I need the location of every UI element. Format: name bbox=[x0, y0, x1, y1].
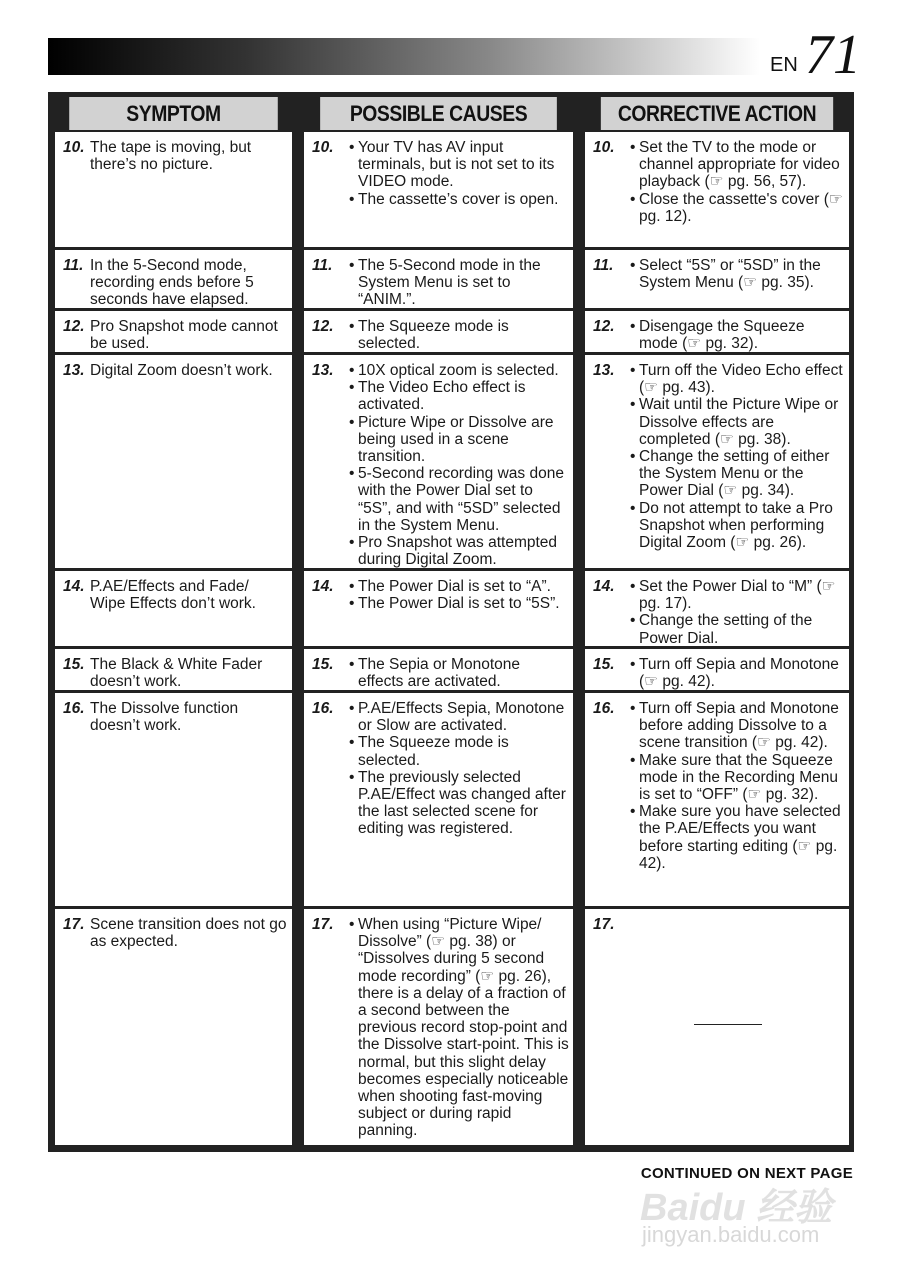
bullet-icon: • bbox=[349, 534, 355, 552]
cause-text: The Video Echo effect is activated. bbox=[358, 379, 526, 414]
cause-item bbox=[349, 191, 569, 208]
action-text: Select “5S” or “5SD” in the System Menu (☞ pg. 35). bbox=[639, 257, 821, 292]
symptom-cell bbox=[55, 355, 292, 568]
action-item bbox=[630, 396, 845, 448]
symptom-cell bbox=[55, 311, 292, 352]
symptom-text: In the 5-Second mode, recording ends before 5 seconds have elapsed. bbox=[90, 257, 254, 309]
cause-item bbox=[349, 465, 569, 534]
bullet-icon: • bbox=[630, 448, 636, 466]
blank-answer-line bbox=[694, 1024, 762, 1025]
row-number: 10. bbox=[593, 139, 615, 156]
action-item bbox=[630, 500, 845, 552]
action-item bbox=[630, 191, 845, 225]
cause-text: The Power Dial is set to “5S”. bbox=[358, 595, 560, 613]
action-cell bbox=[585, 355, 849, 568]
symptom-cell bbox=[55, 250, 292, 308]
cause-text: When using “Picture Wipe/ Dissolve” (☞ pg. 38) or “Dissolves during 5 second mode recording” (☞ pg. 26), there is a delay of a fraction of a second between the previous record stop-point and the Dissolve start-point. This is normal, but this slight delay becomes especially noticeable when shooting fast-moving subject or during rapid panning. bbox=[358, 916, 569, 1140]
bullet-icon: • bbox=[349, 139, 355, 156]
bullet-icon: • bbox=[630, 257, 636, 274]
row-number: 12. bbox=[593, 318, 615, 335]
cause-item bbox=[349, 700, 569, 734]
action-cell bbox=[585, 311, 849, 352]
cause-text: Picture Wipe or Dissolve are being used in a scene transition. bbox=[358, 413, 554, 466]
cause-text: Your TV has AV input terminals, but is not set to its VIDEO mode. bbox=[358, 139, 555, 191]
row-number: 11. bbox=[63, 257, 84, 274]
row-number: 17. bbox=[63, 916, 85, 933]
symptom-cell bbox=[55, 693, 292, 906]
row-number: 15. bbox=[63, 656, 85, 673]
cause-item bbox=[349, 769, 569, 838]
row-number: 15. bbox=[312, 656, 334, 673]
cause-text: The Squeeze mode is selected. bbox=[358, 318, 509, 353]
symptom-cell bbox=[55, 909, 292, 1145]
header-corrective-action: CORRECTIVE ACTION bbox=[601, 97, 833, 130]
cause-text: The Squeeze mode is selected. bbox=[358, 734, 509, 769]
header-possible-causes: POSSIBLE CAUSES bbox=[320, 97, 557, 130]
action-text: Make sure that the Squeeze mode in the Recording Menu is set to “OFF” (☞ pg. 32). bbox=[639, 751, 839, 804]
row-number: 10. bbox=[63, 139, 85, 156]
action-cell bbox=[585, 909, 849, 1145]
bullet-icon: • bbox=[349, 734, 355, 752]
cause-text: The 5-Second mode in the System Menu is set to “ANIM.”. bbox=[358, 257, 541, 309]
cause-text: Pro Snapshot was attempted during Digital Zoom. bbox=[358, 534, 558, 569]
bullet-icon: • bbox=[349, 190, 355, 208]
watermark-url: jingyan.baidu.com bbox=[642, 1222, 820, 1247]
action-item bbox=[630, 318, 845, 352]
action-cell bbox=[585, 132, 849, 247]
action-item bbox=[630, 803, 845, 872]
action-item bbox=[630, 139, 845, 191]
cause-item bbox=[349, 379, 569, 413]
row-number: 13. bbox=[312, 362, 334, 379]
action-cell bbox=[585, 571, 849, 646]
bullet-icon: • bbox=[630, 612, 636, 630]
action-item bbox=[630, 656, 845, 690]
bullet-icon: • bbox=[630, 751, 636, 769]
bullet-icon: • bbox=[630, 318, 636, 335]
symptom-cell bbox=[55, 132, 292, 247]
bullet-icon: • bbox=[349, 768, 355, 786]
bullet-icon: • bbox=[630, 578, 636, 595]
row-number: 16. bbox=[312, 700, 334, 717]
row-number: 11. bbox=[312, 257, 333, 274]
cause-cell bbox=[304, 311, 573, 352]
bullet-icon: • bbox=[349, 362, 355, 379]
action-item bbox=[630, 700, 845, 752]
action-text: Change the setting of the Power Dial. bbox=[639, 612, 813, 647]
action-cell bbox=[585, 649, 849, 690]
action-text: Close the cassette's cover (☞ pg. 12). bbox=[639, 190, 843, 225]
action-text: Turn off Sepia and Monotone (☞ pg. 42). bbox=[639, 656, 839, 691]
action-cell bbox=[585, 693, 849, 906]
symptom-text: P.AE/Effects and Fade/ Wipe Effects don’t work. bbox=[90, 578, 256, 613]
cause-item bbox=[349, 916, 569, 1140]
cause-text: The previously selected P.AE/Effect was changed after the last selected scene for editing was registered. bbox=[358, 768, 566, 838]
action-text: Set the TV to the mode or channel appropriate for video playback (☞ pg. 56, 57). bbox=[639, 139, 840, 191]
cause-text: The Power Dial is set to “A”. bbox=[358, 578, 551, 595]
row-number: 10. bbox=[312, 139, 334, 156]
action-text: Disengage the Squeeze mode (☞ pg. 32). bbox=[639, 318, 805, 353]
cause-cell bbox=[304, 571, 573, 646]
row-number: 15. bbox=[593, 656, 615, 673]
row-number: 14. bbox=[63, 578, 85, 595]
row-number: 13. bbox=[63, 362, 85, 379]
cause-cell bbox=[304, 355, 573, 568]
page-number: 71 bbox=[805, 24, 861, 86]
cause-cell bbox=[304, 132, 573, 247]
row-number: 12. bbox=[63, 318, 85, 335]
cause-item bbox=[349, 534, 569, 568]
bullet-icon: • bbox=[630, 139, 636, 156]
action-cell bbox=[585, 250, 849, 308]
action-text: Make sure you have selected the P.AE/Effects you want before starting editing (☞ pg. 42). bbox=[639, 803, 841, 872]
bullet-icon: • bbox=[630, 190, 636, 208]
cause-item bbox=[349, 656, 569, 690]
row-number: 17. bbox=[312, 916, 334, 933]
row-number: 11. bbox=[593, 257, 614, 274]
action-text: Change the setting of either the System Menu or the Power Dial (☞ pg. 34). bbox=[639, 448, 830, 500]
symptom-text: Scene transition does not go as expected. bbox=[90, 916, 287, 951]
bullet-icon: • bbox=[349, 413, 355, 431]
bullet-icon: • bbox=[630, 396, 636, 414]
bullet-icon: • bbox=[349, 379, 355, 397]
cause-item bbox=[349, 139, 569, 191]
bullet-icon: • bbox=[349, 700, 355, 717]
symptom-text: The Dissolve function doesn’t work. bbox=[90, 700, 239, 735]
action-item bbox=[630, 612, 845, 646]
action-item bbox=[630, 752, 845, 804]
cause-item bbox=[349, 257, 569, 309]
bullet-icon: • bbox=[630, 700, 636, 717]
header-symptom: SYMPTOM bbox=[69, 97, 278, 130]
bullet-icon: • bbox=[630, 803, 636, 821]
cause-cell bbox=[304, 909, 573, 1145]
bullet-icon: • bbox=[630, 362, 636, 379]
cause-text: 10X optical zoom is selected. bbox=[358, 362, 559, 379]
action-text: Set the Power Dial to “M” (☞ pg. 17). bbox=[639, 578, 836, 613]
symptom-text: Pro Snapshot mode cannot be used. bbox=[90, 318, 278, 353]
cause-cell bbox=[304, 250, 573, 308]
row-number: 16. bbox=[63, 700, 85, 717]
row-number: 16. bbox=[593, 700, 615, 717]
action-item bbox=[630, 362, 845, 396]
cause-text: The cassette’s cover is open. bbox=[358, 190, 559, 208]
symptom-text: The tape is moving, but there’s no picture. bbox=[90, 139, 252, 174]
symptom-text: The Black & White Fader doesn’t work. bbox=[90, 656, 263, 691]
row-number: 14. bbox=[593, 578, 615, 595]
header-gradient-bar bbox=[48, 38, 760, 75]
action-item bbox=[630, 578, 845, 612]
symptom-text: Digital Zoom doesn’t work. bbox=[90, 362, 273, 379]
action-item bbox=[630, 448, 845, 500]
continued-note: CONTINUED ON NEXT PAGE bbox=[640, 1165, 853, 1182]
bullet-icon: • bbox=[630, 499, 636, 517]
bullet-icon: • bbox=[630, 656, 636, 673]
cause-item bbox=[349, 362, 569, 379]
cause-item bbox=[349, 414, 569, 466]
action-text: Turn off the Video Echo effect (☞ pg. 43). bbox=[639, 362, 843, 397]
action-text: Wait until the Picture Wipe or Dissolve effects are completed (☞ pg. 38). bbox=[639, 396, 839, 448]
cause-item bbox=[349, 578, 569, 595]
cause-text: 5-Second recording was done with the Power Dial set to “5S”, and with “5SD” selected in the System Menu. bbox=[358, 465, 564, 534]
bullet-icon: • bbox=[349, 656, 355, 673]
action-item bbox=[630, 257, 845, 291]
row-number: 12. bbox=[312, 318, 334, 335]
bullet-icon: • bbox=[349, 465, 355, 483]
row-number: 17. bbox=[593, 916, 615, 933]
cause-text: The Sepia or Monotone effects are activated. bbox=[358, 656, 520, 691]
bullet-icon: • bbox=[349, 318, 355, 335]
watermark-logo: Baidu 经验 bbox=[640, 1187, 833, 1229]
bullet-icon: • bbox=[349, 257, 355, 274]
cause-item bbox=[349, 734, 569, 768]
bullet-icon: • bbox=[349, 916, 355, 933]
symptom-cell bbox=[55, 649, 292, 690]
row-number: 13. bbox=[593, 362, 615, 379]
action-text: Turn off Sepia and Monotone before adding Dissolve to a scene transition (☞ pg. 42). bbox=[639, 700, 839, 752]
symptom-cell bbox=[55, 571, 292, 646]
cause-text: P.AE/Effects Sepia, Monotone or Slow are activated. bbox=[358, 700, 565, 735]
row-number: 14. bbox=[312, 578, 334, 595]
cause-cell bbox=[304, 649, 573, 690]
action-text: Do not attempt to take a Pro Snapshot when performing Digital Zoom (☞ pg. 26). bbox=[639, 499, 833, 552]
language-label: EN bbox=[770, 54, 798, 76]
cause-item bbox=[349, 318, 569, 352]
bullet-icon: • bbox=[349, 595, 355, 613]
bullet-icon: • bbox=[349, 578, 355, 595]
cause-item bbox=[349, 595, 569, 612]
cause-cell bbox=[304, 693, 573, 906]
